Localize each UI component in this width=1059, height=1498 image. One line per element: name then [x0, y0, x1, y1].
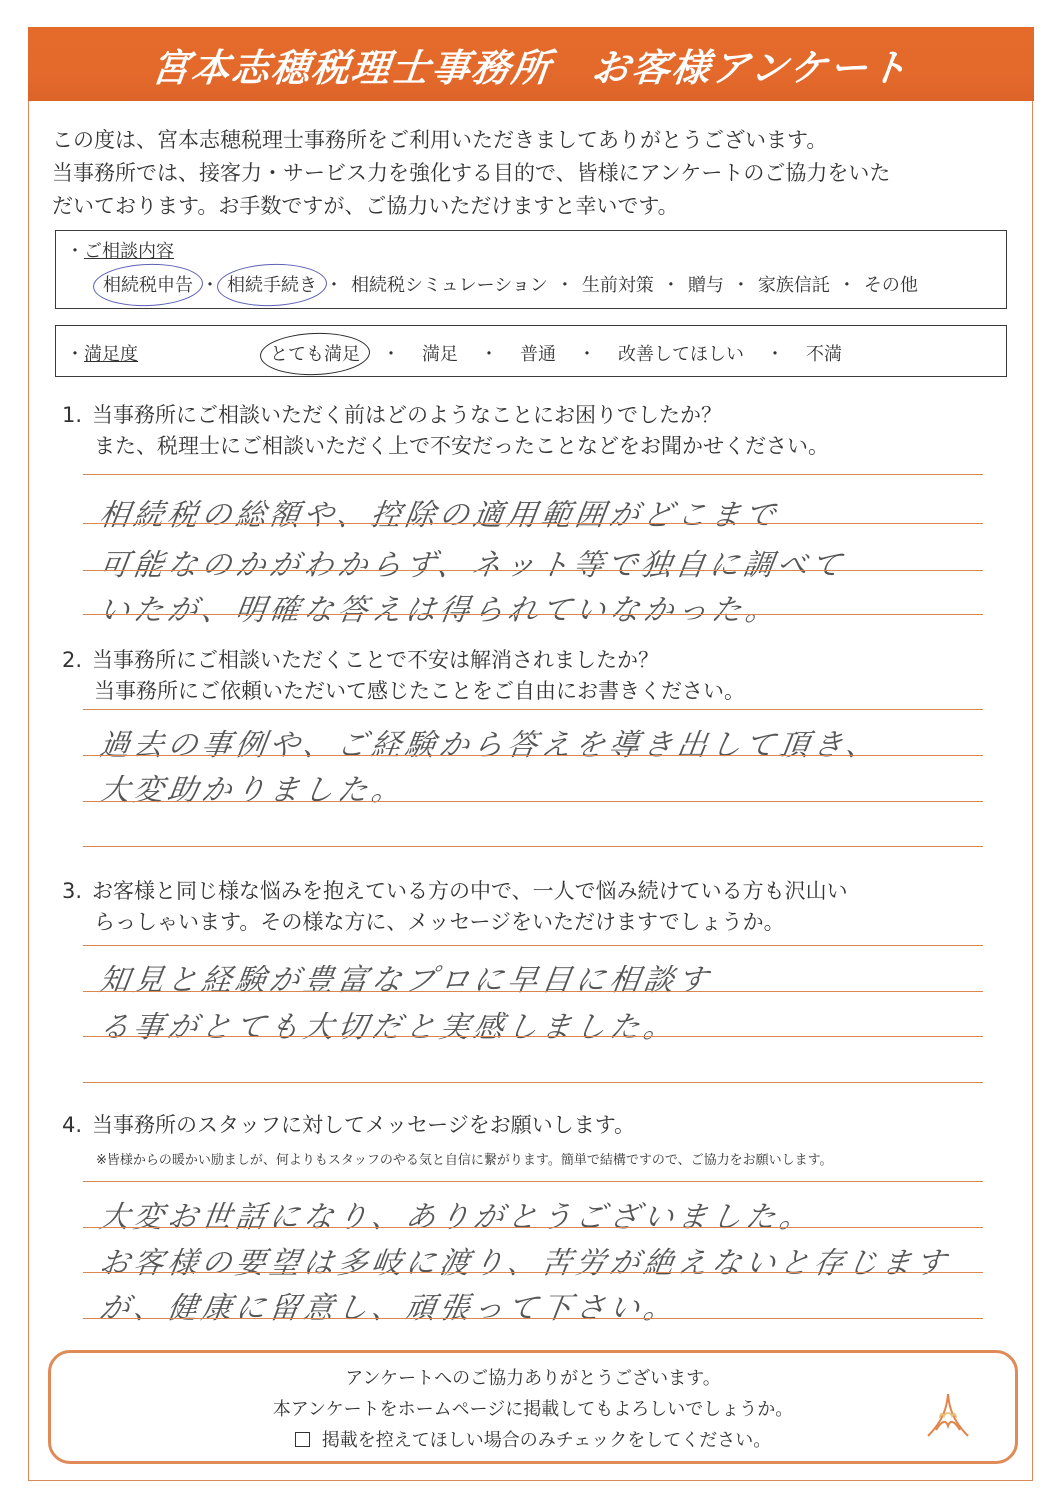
rating-dissatisfied[interactable]: 不満: [806, 344, 842, 365]
answer-4-line-1[interactable]: 大変お世話になり、ありがとうございました。: [97, 1200, 816, 1235]
rating-neutral[interactable]: 普通: [520, 344, 556, 365]
answer-rule: [83, 1082, 983, 1083]
intro-line: だいております。お手数ですが、ご協力いただけますと幸いです。: [52, 194, 679, 218]
question-1: 1. 当事務所にご相談いただく前はどのようなことにお困りでしたか？ また、税理士にご相談いただく上で不安だったことなどをお聞かせください。: [62, 400, 1022, 462]
question-4: 4. 当事務所のスタッフに対してメッセージをお願いします。 ※皆様からの暖かい励ましが、何よりもスタッフのやる気と自信に繋がります。簡単で結構ですので、ご協力をお願いします。: [62, 1110, 1022, 1176]
satisfaction-options: とても満足 ・ 満足 ・ 普通 ・ 改善してほしい ・ 不満: [268, 340, 844, 366]
question-2: 2. 当事務所にご相談いただくことで不安は解消されましたか？ 当事務所にご依頼いただいて感じたことをご自由にお書きください。: [62, 645, 1022, 707]
option-gift[interactable]: 贈与: [687, 275, 724, 296]
answer-rule: [83, 614, 983, 615]
satisfaction-label: ・満足度: [66, 344, 138, 365]
footer-checkbox-row: [51, 1425, 1015, 1456]
option-inheritance-procedure[interactable]: 相続手続き: [225, 271, 319, 297]
answer-rule: [83, 1318, 983, 1319]
question-note: ※皆様からの暖かい励ましが、何よりもスタッフのやる気と自信に繋がります。簡単で結構ですので、ご協力をお願いします。: [96, 1153, 833, 1168]
intro-line: 当事務所では、接客力・サービス力を強化する目的で、皆様にアンケートのご協力をいた: [52, 161, 891, 185]
answer-rule: [83, 846, 983, 847]
answer-1-line-3[interactable]: いたが、明確な答えは得られていなかった。: [97, 593, 782, 628]
rating-needs-improvement[interactable]: 改善してほしい: [618, 344, 744, 365]
satisfaction-box: [55, 325, 1007, 377]
intro-line: この度は、宮本志穂税理士事務所をご利用いただきましてありがとうございます。: [52, 128, 828, 152]
option-inheritance-tax-filing[interactable]: 相続税申告: [101, 271, 195, 297]
option-tax-simulation[interactable]: 相続税シミュレーション: [351, 275, 548, 296]
answer-4-line-3[interactable]: が、健康に留意し、頑張って下さい。: [97, 1291, 680, 1326]
question-text: 当事務所のスタッフに対してメッセージをお願いします。: [92, 1113, 636, 1137]
answer-rule: [83, 1036, 983, 1037]
page-title: 宮本志穂税理士事務所 お客様アンケート: [149, 45, 912, 90]
question-text: 当事務所にご相談いただく前はどのようなことにお困りでしたか？: [92, 403, 722, 427]
consultation-box: [55, 230, 1007, 309]
question-text: 当事務所にご相談いただくことで不安は解消されましたか？: [92, 648, 659, 672]
answer-rule: [83, 1181, 983, 1182]
answer-rule: [83, 1272, 983, 1273]
answer-3-line-2[interactable]: る事がとても大切だと実感しました。: [97, 1010, 680, 1045]
question-text: 当事務所にご依頼いただいて感じたことをご自由にお書きください。: [94, 679, 745, 703]
rating-satisfied[interactable]: 満足: [422, 344, 458, 365]
answer-2-line-2[interactable]: 大変助かりました。: [97, 773, 408, 808]
rating-very-satisfied[interactable]: とても満足: [268, 340, 362, 366]
option-other[interactable]: その他: [863, 275, 918, 296]
consultation-options: 相続税申告 ・ 相続手続き ・ 相続税シミュレーション ・ 生前対策 ・ 贈与 ・ 家族信託 ・ その他: [101, 271, 920, 297]
answer-4-line-2[interactable]: お客様の要望は多岐に渡り、苦労が絶えないと存じます: [97, 1246, 952, 1281]
opt-out-checkbox[interactable]: [295, 1432, 310, 1447]
intro-text: [52, 124, 1022, 223]
answer-rule: [83, 1227, 983, 1228]
header-banner: [28, 27, 1034, 101]
question-text: お客様と同じ様な悩みを抱えている方の中で、一人で悩み続けている方も沢山い: [92, 879, 848, 903]
answer-1-line-2[interactable]: 可能なのかがわからず、ネット等で独自に調べて: [97, 548, 848, 583]
answer-rule: [83, 474, 983, 475]
answer-rule: [83, 709, 983, 710]
answer-rule: [83, 801, 983, 802]
answer-rule: [83, 523, 983, 524]
option-pre-death-planning[interactable]: 生前対策: [581, 275, 654, 296]
question-text: らっしゃいます。その様な方に、メッセージをいただけますでしょうか。: [94, 910, 785, 934]
footer-checkbox-label: 掲載を控えてほしい場合のみチェックをしてください。: [321, 1430, 772, 1451]
footer-thanks: アンケートへのご協力ありがとうございます。: [345, 1368, 721, 1389]
consultation-label: ・ご相談内容: [66, 241, 174, 262]
answer-3-line-1[interactable]: 知見と経験が豊富なプロに早目に相談す: [97, 963, 714, 998]
question-text: また、税理士にご相談いただく上で不安だったことなどをお聞かせください。: [94, 434, 829, 458]
option-family-trust[interactable]: 家族信託: [757, 275, 830, 296]
answer-rule: [83, 991, 983, 992]
footer-box: [48, 1350, 1018, 1464]
answer-rule: [83, 755, 983, 756]
answer-2-line-1[interactable]: 過去の事例や、ご経験から答えを導き出して頂き、: [97, 728, 883, 763]
answer-1-line-1[interactable]: 相続税の総額や、控除の適用範囲がどこまで: [97, 498, 782, 533]
answer-rule: [83, 945, 983, 946]
footer-publish-question: 本アンケートをホームページに掲載してもよろしいでしょうか。: [272, 1399, 794, 1420]
question-3: 3. お客様と同じ様な悩みを抱えている方の中で、一人で悩み続けている方も沢山い らっしゃいます。その様な方に、メッセージをいただけますでしょうか。: [62, 876, 1022, 938]
office-logo-icon: [922, 1390, 974, 1442]
answer-rule: [83, 570, 983, 571]
